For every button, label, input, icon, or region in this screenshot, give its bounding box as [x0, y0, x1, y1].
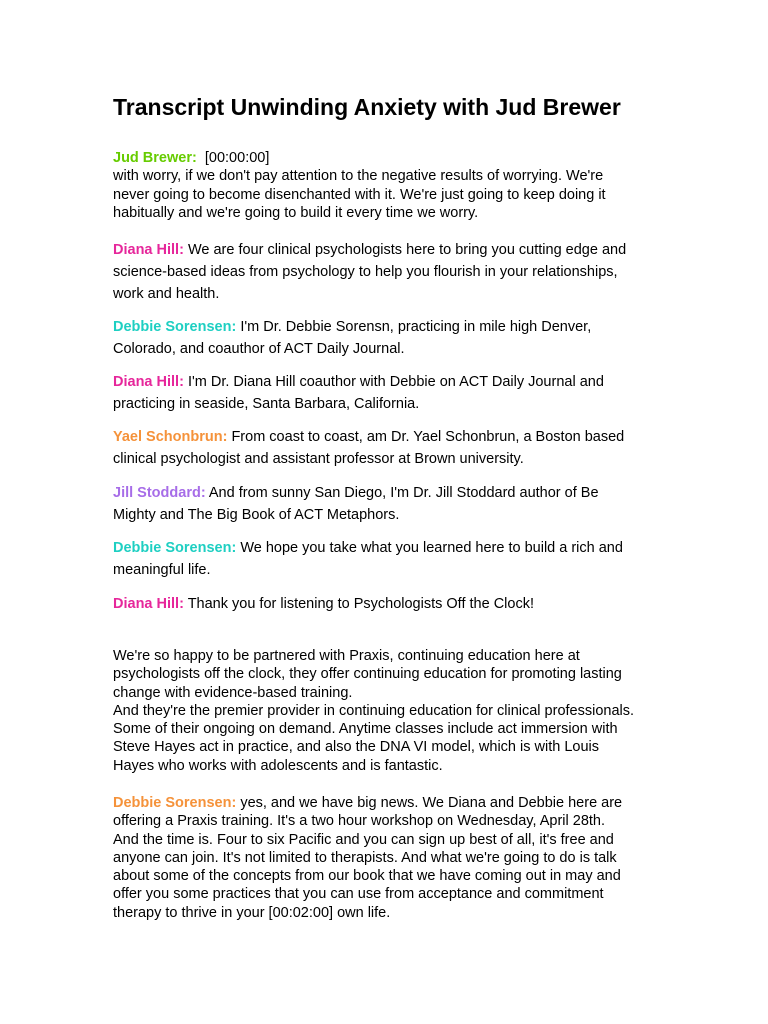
transcript-line: We hope you take what you learned here to build a rich and	[240, 540, 623, 556]
transcript-entry-jud-brewer	[113, 149, 658, 222]
transcript-line: anyone can join. It's not limited to therapists. And what we're going to do is talk	[113, 849, 617, 866]
transcript-line: From coast to coast, am Dr. Yael Schonbrun, a Boston based	[231, 429, 625, 445]
transcript-line: We are four clinical psychologists here to bring you cutting edge and	[187, 242, 627, 258]
transcript-line: meaningful life.	[113, 562, 211, 578]
transcript-line: Some of their ongoing on demand. Anytime classes include act immersion with	[113, 721, 618, 738]
sponsor-paragraph	[113, 647, 658, 775]
transcript-line: psychologists off the clock, they offer continuing education for promoting lasting	[113, 666, 622, 683]
transcript-line: with worry, if we don't pay attention to the negative results of worrying. We're	[113, 168, 604, 185]
transcript-entry-jill-stoddard	[113, 482, 658, 526]
transcript-line: I'm Dr. Debbie Sorensn, practicing in mile high Denver,	[240, 319, 592, 335]
speaker-label: Jill Stoddard:	[113, 485, 206, 501]
speaker-label: Debbie Sorensen:	[113, 795, 237, 811]
transcript-line: And they're the premier provider in continuing education for clinical professionals.	[113, 702, 635, 719]
document-title: Transcript Unwinding Anxiety with Jud Brewer	[113, 94, 621, 120]
transcript-entry-yael-schonbrun	[113, 426, 658, 470]
transcript-line: Colorado, and coauthor of ACT Daily Journal.	[113, 341, 405, 357]
speaker-label: Jud Brewer:	[113, 150, 197, 166]
transcript-line: change with evidence-based training.	[113, 684, 353, 701]
speaker-label: Yael Schonbrun:	[113, 429, 228, 445]
transcript-line: yes, and we have big news. We Diana and Debbie here are	[240, 795, 623, 811]
transcript-line: Thank you for listening to Psychologists Off the Clock!	[187, 596, 534, 612]
transcript-line: practicing in seaside, Santa Barbara, California.	[113, 396, 420, 412]
speaker-label: Diana Hill:	[113, 374, 184, 390]
transcript-entry-diana-hill	[113, 371, 658, 415]
transcript-line: I'm Dr. Diana Hill coauthor with Debbie on ACT Daily Journal and	[187, 374, 604, 390]
speaker-label: Debbie Sorensen:	[113, 319, 237, 335]
transcript-line: work and health.	[113, 286, 220, 302]
transcript-line: clinical psychologist and assistant professor at Brown university.	[113, 451, 524, 467]
transcript-line: offering a Praxis training. It's a two hour workshop on Wednesday, April 28th.	[113, 813, 606, 830]
transcript-line: Mighty and The Big Book of ACT Metaphors.	[113, 507, 400, 523]
speaker-label: Diana Hill:	[113, 596, 184, 612]
transcript-line: Hayes who works with adolescents and is fantastic.	[113, 757, 443, 774]
transcript-line: therapy to thrive in your [00:02:00] own life.	[113, 904, 391, 921]
transcript-entry-debbie-sorensen	[113, 316, 658, 360]
transcript-line: about some of the concepts from our book that we have coming out in may and	[113, 868, 621, 885]
transcript-line: never going to become disenchanted with it. We're just going to keep doing it	[113, 186, 606, 203]
transcript-entry-debbie-sorensen	[113, 537, 658, 581]
speaker-label: Diana Hill:	[113, 242, 184, 258]
transcript-entry-diana-hill	[113, 593, 658, 615]
transcript-line: And from sunny San Diego, I'm Dr. Jill Stoddard author of Be	[208, 485, 599, 501]
transcript-line: offer you some practices that you can use from acceptance and commitment	[113, 886, 604, 903]
transcript-line: Steve Hayes act in practice, and also the DNA VI model, which is with Louis	[113, 739, 599, 756]
timestamp: [00:00:00]	[204, 150, 270, 166]
transcript-entry-debbie-sorensen	[113, 794, 658, 922]
transcript-line: habitually and we're going to build it every time we worry.	[113, 204, 479, 221]
transcript-line: science-based ideas from psychology to help you flourish in your relationships,	[113, 264, 618, 280]
speaker-label: Debbie Sorensen:	[113, 540, 237, 556]
transcript-line: We're so happy to be partnered with Praxis, continuing education here at	[113, 648, 580, 664]
transcript-entry-diana-hill	[113, 239, 658, 305]
transcript-line: And the time is. Four to six Pacific and you can sign up best of all, it's free and	[113, 831, 614, 848]
